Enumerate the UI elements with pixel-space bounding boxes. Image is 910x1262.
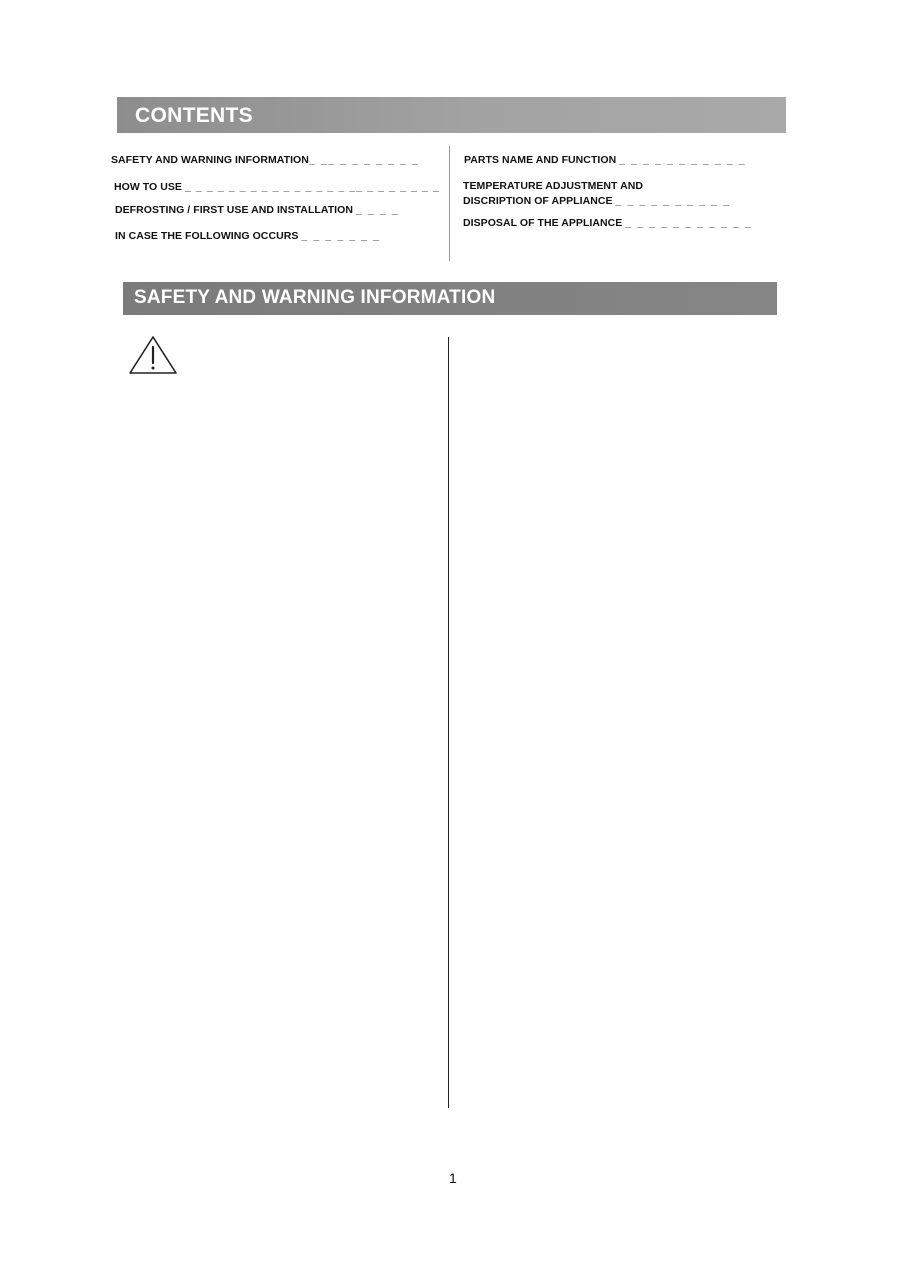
- safety-heading: SAFETY AND WARNING INFORMATION: [123, 282, 777, 315]
- toc-item-label: HOW TO USE: [114, 181, 185, 193]
- body-column-divider: [448, 337, 449, 1108]
- toc-item-in-case[interactable]: [115, 230, 381, 243]
- toc-leader: _ _ _ _: [355, 204, 400, 216]
- warning-triangle-icon: [127, 334, 179, 376]
- toc-item-label: IN CASE THE FOLLOWING OCCURS: [115, 230, 302, 242]
- toc-leader: _ __ _ _ _ _ _ _ _: [308, 154, 420, 166]
- toc-item-defrosting[interactable]: [115, 204, 399, 217]
- toc-item-parts-name[interactable]: [464, 154, 746, 167]
- toc-item-how-to-use[interactable]: [114, 181, 440, 194]
- toc-item-label: DEFROSTING / FIRST USE AND INSTALLATION: [115, 204, 356, 216]
- toc-leader: _ _ _ _ _ _ _ _ _ _ _ _ _ _ _ __ _ _ _ _ _ _ _: [184, 181, 440, 193]
- toc-column-divider: [449, 146, 450, 261]
- toc-leader: _ _ _ _ _ _ _ _ _ _: [615, 195, 731, 207]
- toc-item-temperature-adjustment[interactable]: [463, 180, 643, 193]
- toc-item-label: SAFETY AND WARNING INFORMATION: [111, 154, 309, 166]
- toc-item-label: PARTS NAME AND FUNCTION: [464, 154, 620, 166]
- toc-item-label: TEMPERATURE ADJUSTMENT AND: [463, 180, 643, 192]
- toc-item-description-appliance[interactable]: [463, 195, 731, 208]
- toc-item-label: DISPOSAL OF THE APPLIANCE: [463, 217, 626, 229]
- toc-leader: _ _ _ _ _ _ _ _ _ _ _: [625, 217, 753, 229]
- contents-heading: CONTENTS: [117, 97, 786, 133]
- toc-item-label: DISCRIPTION OF APPLIANCE: [463, 195, 616, 207]
- toc-leader: _ _ _ _ _ _ _ _ _ _ _: [619, 154, 747, 166]
- page-number: 1: [449, 1170, 457, 1186]
- toc-leader: _ _ _ _ _ _ _: [301, 230, 381, 242]
- toc-item-safety-warning[interactable]: [111, 154, 419, 167]
- toc-item-disposal[interactable]: [463, 217, 752, 230]
